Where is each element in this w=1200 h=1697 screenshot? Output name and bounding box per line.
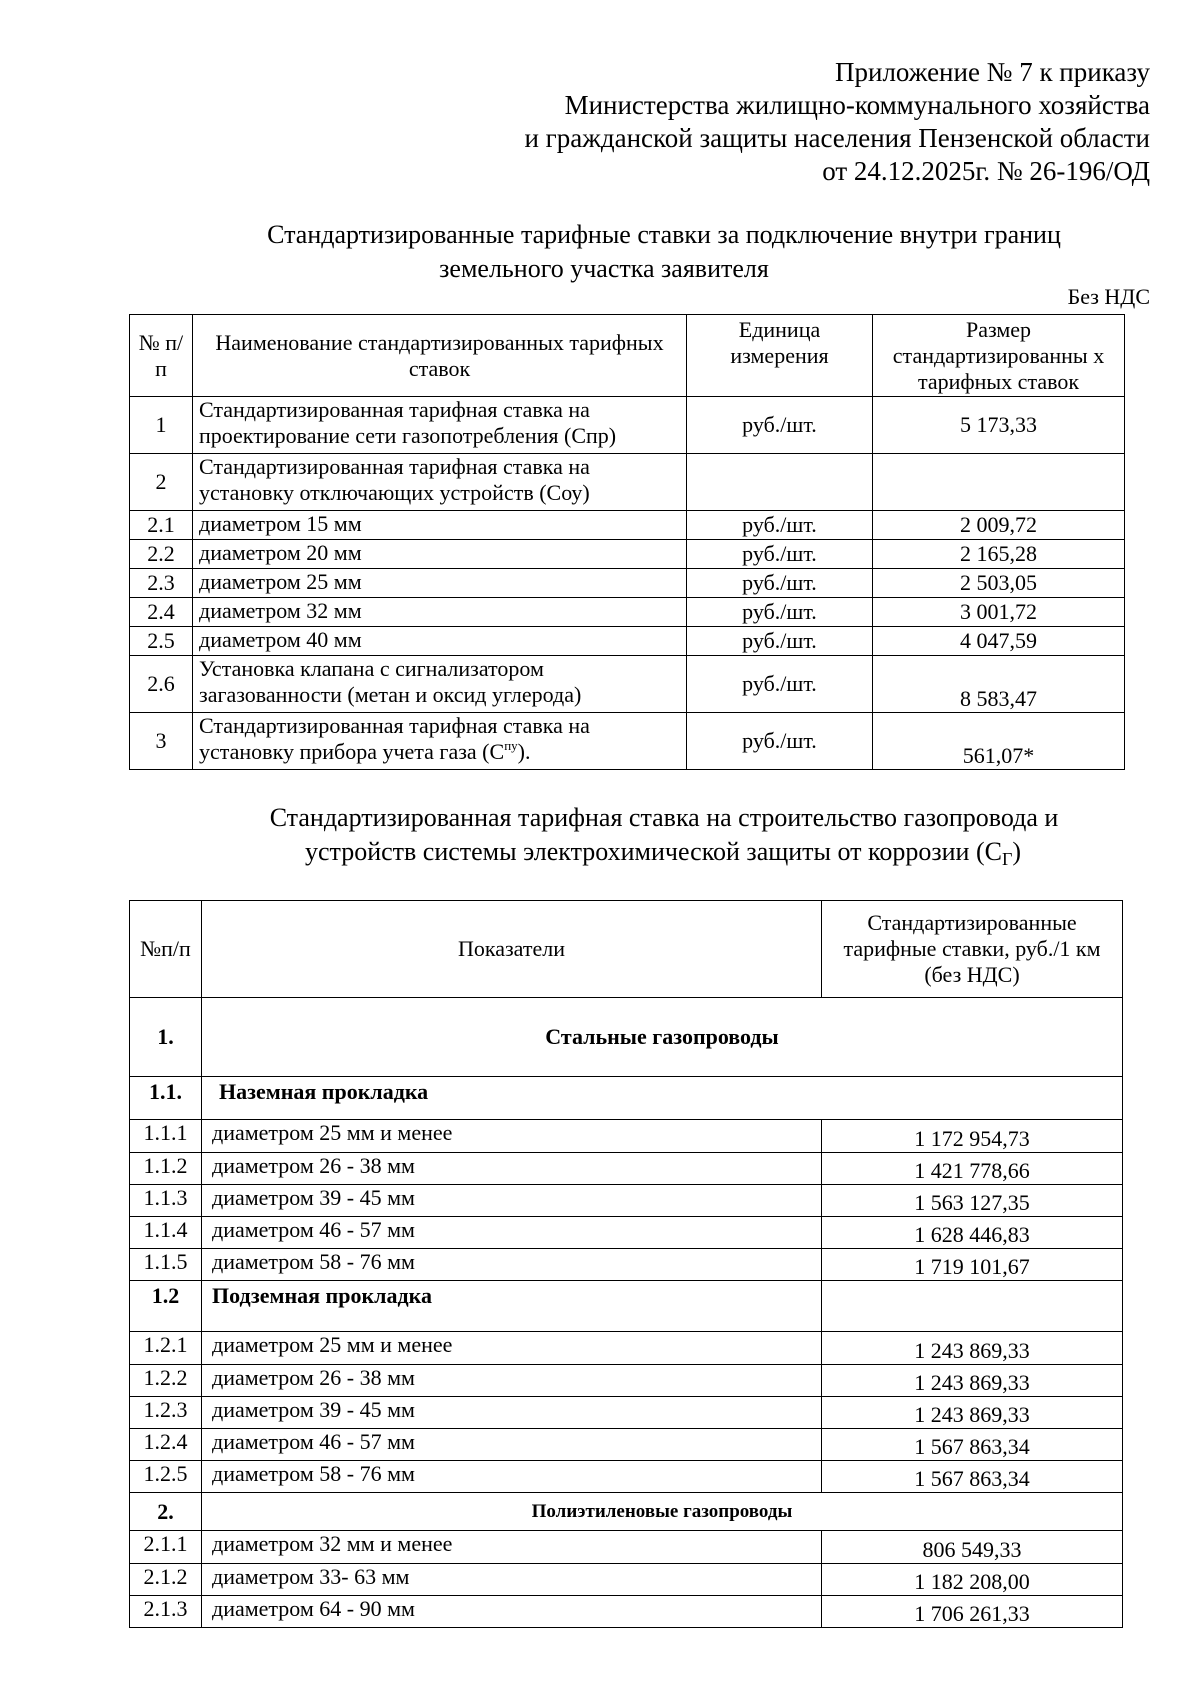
row-name: диаметром 46 - 57 мм (202, 1429, 822, 1461)
table2-title (0, 801, 1200, 876)
row-name-line-1: Стандартизированная тарифная ставка на (199, 713, 590, 738)
row-value: 1 421 778,66 (822, 1153, 1123, 1185)
col-header-name: Наименование стандартизированных тарифных ставок (193, 315, 687, 397)
table2-title-line-2 (0, 835, 1200, 876)
row-num: 1.1.4 (130, 1217, 202, 1249)
table-row (130, 454, 1125, 511)
table1-title-line-2: земельного участка заявителя (439, 254, 769, 283)
section-num: 2. (130, 1493, 202, 1531)
subsection-num: 1.2 (130, 1281, 202, 1332)
col-header-name: Показатели (202, 901, 822, 998)
row-num: 1.2.2 (130, 1365, 202, 1397)
row-name: диаметром 25 мм и менее (202, 1120, 822, 1153)
row-num: 2.5 (130, 627, 193, 656)
order-header (524, 56, 1150, 188)
row-value: 8 583,47 (873, 656, 1125, 713)
row-value: 3 001,72 (873, 598, 1125, 627)
col-header-num: №п/п (130, 901, 202, 998)
section-title: Стальные газопроводы (202, 998, 1123, 1077)
row-name: диаметром 58 - 76 мм (202, 1461, 822, 1493)
subsection-row (130, 1077, 1123, 1120)
row-name: диаметром 32 мм (193, 598, 687, 627)
row-name-superscript: пу (504, 738, 518, 753)
row-unit: руб./шт. (687, 598, 873, 627)
subsection-title: Подземная прокладка (202, 1281, 822, 1332)
row-value: 1 172 954,73 (822, 1120, 1123, 1153)
row-name: диаметром 40 мм (193, 627, 687, 656)
connection-rates-table (129, 314, 1125, 770)
table-row (130, 1217, 1123, 1249)
row-num: 1.1.1 (130, 1120, 202, 1153)
row-name: диаметром 26 - 38 мм (202, 1153, 822, 1185)
header-line-3: и гражданской защиты населения Пензенской области (524, 123, 1150, 153)
table2-title-line-2-text: устройств системы электрохимической защиты от коррозии (С (304, 837, 1002, 866)
row-unit: руб./шт. (687, 656, 873, 713)
row-num: 2.2 (130, 540, 193, 569)
table-row (130, 713, 1125, 770)
row-num: 1.1.2 (130, 1153, 202, 1185)
section-title: Полиэтиленовые газопроводы (202, 1493, 1123, 1531)
row-unit: руб./шт. (687, 540, 873, 569)
table-row (130, 397, 1125, 454)
subsection-num: 1.1. (130, 1077, 202, 1120)
row-name: Стандартизированная тарифная ставка на установку отключающих устройств (Соу) (193, 454, 687, 511)
row-name: диаметром 33- 63 мм (202, 1564, 822, 1596)
row-num: 1.2.4 (130, 1429, 202, 1461)
vat-note: Без НДС (1067, 284, 1150, 309)
subsection-row (130, 1281, 1123, 1332)
row-value: 1 628 446,83 (822, 1217, 1123, 1249)
row-unit (687, 454, 873, 511)
row-value: 4 047,59 (873, 627, 1125, 656)
row-num: 2.1.2 (130, 1564, 202, 1596)
row-name: диаметром 25 мм и менее (202, 1332, 822, 1365)
row-num: 2.1.1 (130, 1531, 202, 1564)
row-value: 1 567 863,34 (822, 1429, 1123, 1461)
section-num: 1. (130, 998, 202, 1077)
table-row (130, 569, 1125, 598)
table-row (130, 1461, 1123, 1493)
row-name: диаметром 39 - 45 мм (202, 1185, 822, 1217)
row-value: 5 173,33 (873, 397, 1125, 454)
row-value: 1 706 261,33 (822, 1596, 1123, 1628)
row-name-line-2: установку прибора учета газа (С (199, 739, 505, 764)
table-row (130, 656, 1125, 713)
row-name: диаметром 64 - 90 мм (202, 1596, 822, 1628)
row-value: 1 563 127,35 (822, 1185, 1123, 1217)
row-value: 1 567 863,34 (822, 1461, 1123, 1493)
col-header-unit: Единица измерения (687, 315, 873, 397)
table2-title-line-1: Стандартизированная тарифная ставка на строительство газопровода и (269, 803, 1059, 832)
row-name: диаметром 15 мм (193, 511, 687, 540)
row-num: 2.1.3 (130, 1596, 202, 1628)
table-row (130, 1249, 1123, 1281)
row-num: 2.4 (130, 598, 193, 627)
row-value: 1 719 101,67 (822, 1249, 1123, 1281)
row-value: 561,07* (873, 713, 1125, 770)
row-value: 1 243 869,33 (822, 1397, 1123, 1429)
table-row (130, 1531, 1123, 1564)
row-num: 2.6 (130, 656, 193, 713)
row-num: 1.2.1 (130, 1332, 202, 1365)
table-row (130, 1185, 1123, 1217)
row-name: диаметром 58 - 76 мм (202, 1249, 822, 1281)
row-value: 1 243 869,33 (822, 1332, 1123, 1365)
gas-pipeline-rates-table (129, 900, 1123, 1628)
row-value: 806 549,33 (822, 1531, 1123, 1564)
row-value: 2 165,28 (873, 540, 1125, 569)
table-row (130, 627, 1125, 656)
table-row (130, 1120, 1123, 1153)
table-row (130, 1153, 1123, 1185)
section-row (130, 1493, 1123, 1531)
row-num: 2.3 (130, 569, 193, 598)
row-name: диаметром 25 мм (193, 569, 687, 598)
table-row (130, 540, 1125, 569)
row-num: 2.1 (130, 511, 193, 540)
section-row (130, 998, 1123, 1077)
row-num: 1.1.5 (130, 1249, 202, 1281)
row-name: Стандартизированная тарифная ставка на проектирование сети газопотребления (Спр) (193, 397, 687, 454)
row-value (873, 454, 1125, 511)
row-name (193, 713, 687, 770)
row-name: диаметром 39 - 45 мм (202, 1397, 822, 1429)
table-row (130, 1429, 1123, 1461)
header-line-2: Министерства жилищно-коммунального хозяйства (564, 90, 1150, 120)
table-row (130, 1397, 1123, 1429)
row-name: диаметром 46 - 57 мм (202, 1217, 822, 1249)
header-line-4: от 24.12.2025г. № 26-196/ОД (822, 156, 1150, 186)
table-row (130, 1332, 1123, 1365)
row-num: 1.2.3 (130, 1397, 202, 1429)
row-num: 1.1.3 (130, 1185, 202, 1217)
row-num: 3 (130, 713, 193, 770)
table1-title (0, 218, 1200, 286)
row-value: 2 009,72 (873, 511, 1125, 540)
row-name: Установка клапана с сигнализатором загазованности (метан и оксид углерода) (193, 656, 687, 713)
row-name: диаметром 20 мм (193, 540, 687, 569)
table-row (130, 511, 1125, 540)
row-num: 1.2.5 (130, 1461, 202, 1493)
header-line-1: Приложение № 7 к приказу (835, 57, 1150, 87)
col-header-num: № п/п (130, 315, 193, 397)
row-unit: руб./шт. (687, 397, 873, 454)
row-num: 1 (130, 397, 193, 454)
table2-title-line-2-end: ) (1012, 837, 1022, 866)
row-unit: руб./шт. (687, 511, 873, 540)
row-unit: руб./шт. (687, 569, 873, 598)
row-unit: руб./шт. (687, 627, 873, 656)
row-name-end: ). (517, 739, 531, 764)
row-value: 1 243 869,33 (822, 1365, 1123, 1397)
row-unit: руб./шт. (687, 713, 873, 770)
empty-cell (822, 1281, 1123, 1332)
row-value: 2 503,05 (873, 569, 1125, 598)
table-row (130, 1596, 1123, 1628)
col-header-value: Стандартизированные тарифные ставки, руб./1 км (без НДС) (822, 901, 1123, 998)
row-name: диаметром 32 мм и менее (202, 1531, 822, 1564)
table-header-row (130, 315, 1125, 397)
table2-title-subscript: Г (1001, 849, 1013, 869)
table-row (130, 598, 1125, 627)
subsection-title: Наземная прокладка (202, 1077, 1123, 1120)
row-num: 2 (130, 454, 193, 511)
row-value: 1 182 208,00 (822, 1564, 1123, 1596)
table-header-row (130, 901, 1123, 998)
table1-title-line-1: Стандартизированные тарифные ставки за подключение внутри границ (267, 220, 1061, 249)
col-header-value: Размер стандартизированны х тарифных ставок (873, 315, 1125, 397)
table-row (130, 1564, 1123, 1596)
table-row (130, 1365, 1123, 1397)
row-name: диаметром 26 - 38 мм (202, 1365, 822, 1397)
